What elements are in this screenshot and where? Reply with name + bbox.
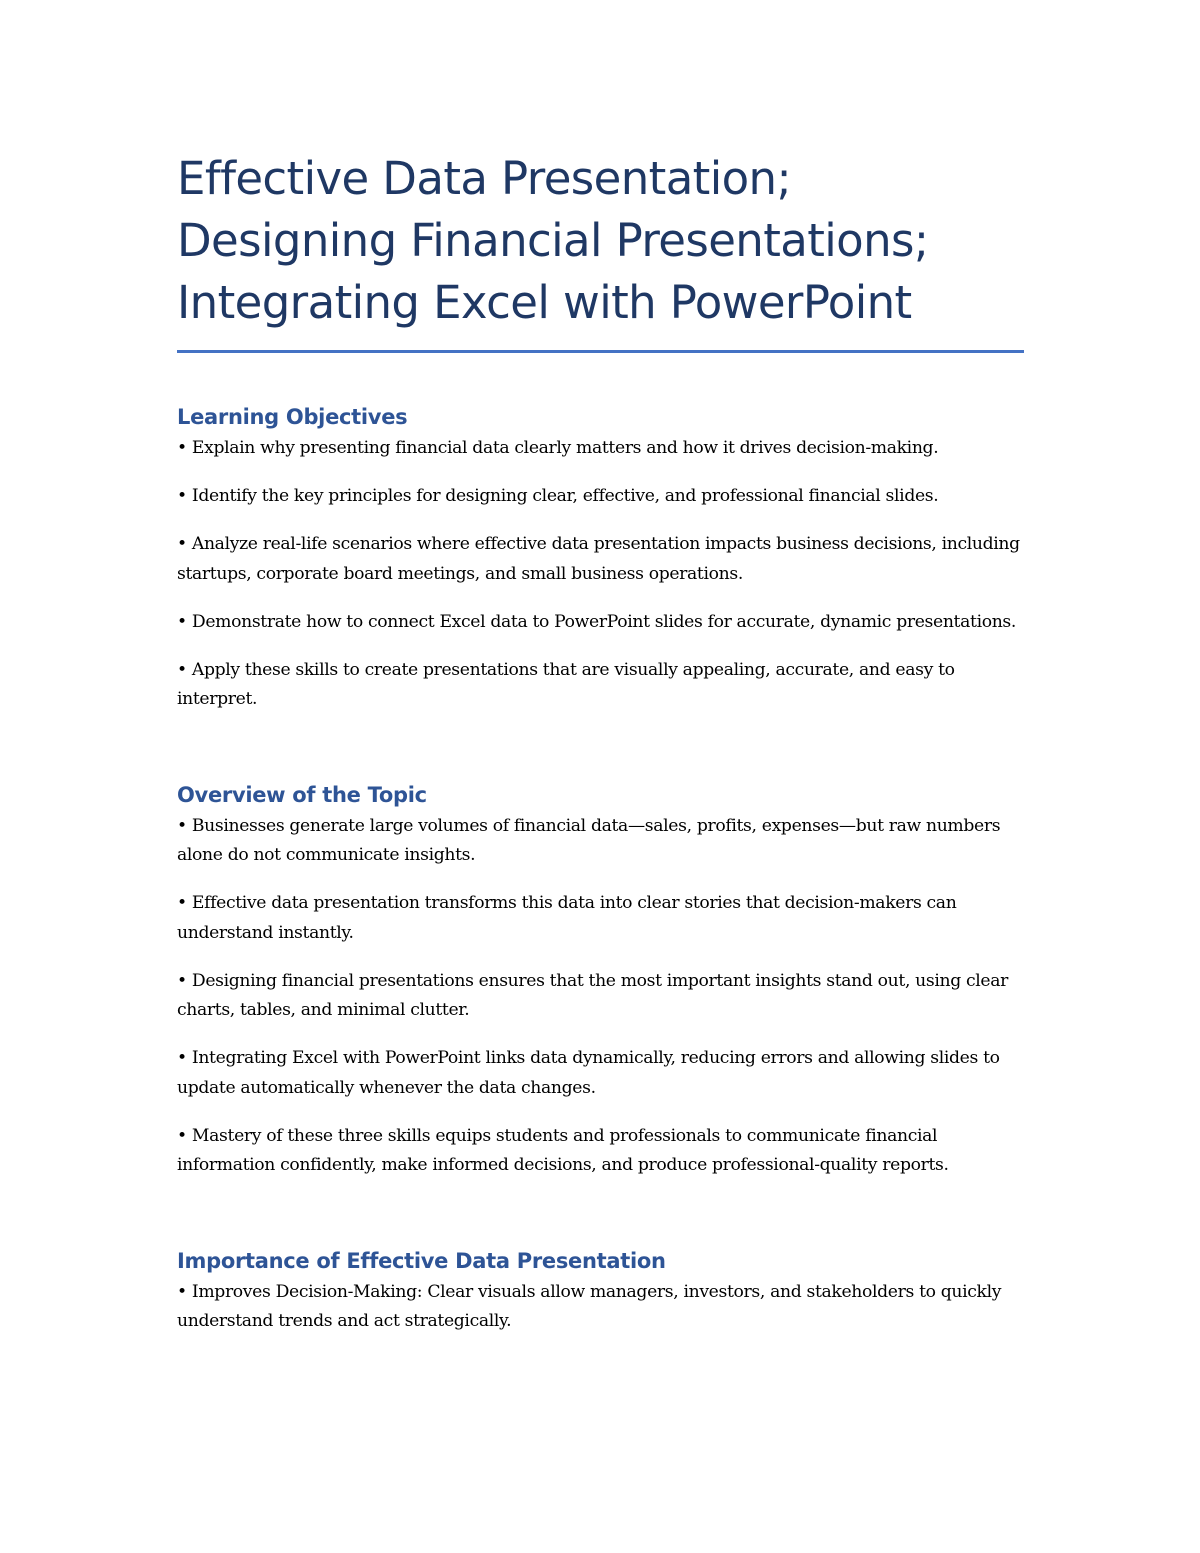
document-title: Effective Data Presentation; Designing Financial Presentations; Integrating Excel with PowerPoint <box>177 152 929 329</box>
list-item: • Apply these skills to create presentations that are visually appealing, accurate, and easy to interpret. <box>177 659 955 709</box>
list-item: • Businesses generate large volumes of financial data—sales, profits, expenses—but raw numbers alone do not communicate insights. <box>177 815 1001 865</box>
list-item: • Improves Decision-Making: Clear visuals allow managers, investors, and stakeholders to quickly understand trends and act strategically. <box>177 1281 1002 1331</box>
list-item: • Effective data presentation transforms this data into clear stories that decision-makers can understand instantly. <box>177 893 957 943</box>
bullet-list <box>177 1278 1023 1337</box>
list-item: • Identify the key principles for designing clear, effective, and professional financial slides. <box>177 486 939 506</box>
list-item: • Explain why presenting financial data clearly matters and how it drives decision-making. <box>177 438 939 458</box>
section-heading: Overview of the Topic <box>177 782 427 807</box>
section-overview <box>177 782 1023 1181</box>
list-item: • Analyze real-life scenarios where effective data presentation impacts business decisions, including startups, corporate board meetings, and small business operations. <box>177 534 1020 584</box>
list-item: • Designing financial presentations ensures that the most important insights stand out, using clear charts, tables, and minimal clutter. <box>177 970 1008 1020</box>
list-item: • Mastery of these three skills equips students and professionals to communicate financial information confidently, make informed decisions, and produce professional-quality reports. <box>177 1125 949 1175</box>
section-heading: Importance of Effective Data Presentation <box>177 1248 666 1273</box>
bullet-list <box>177 434 1023 715</box>
title-underline <box>177 350 1024 353</box>
bullet-list <box>177 812 1023 1181</box>
section-learning-objectives <box>177 404 1023 715</box>
document-page <box>177 148 1023 1337</box>
section-importance <box>177 1248 1023 1337</box>
list-item: • Integrating Excel with PowerPoint links data dynamically, reducing errors and allowing slides to update automatically whenever the data changes. <box>177 1048 1000 1098</box>
list-item: • Demonstrate how to connect Excel data to PowerPoint slides for accurate, dynamic presentations. <box>177 611 1017 632</box>
section-heading: Learning Objectives <box>177 405 408 429</box>
